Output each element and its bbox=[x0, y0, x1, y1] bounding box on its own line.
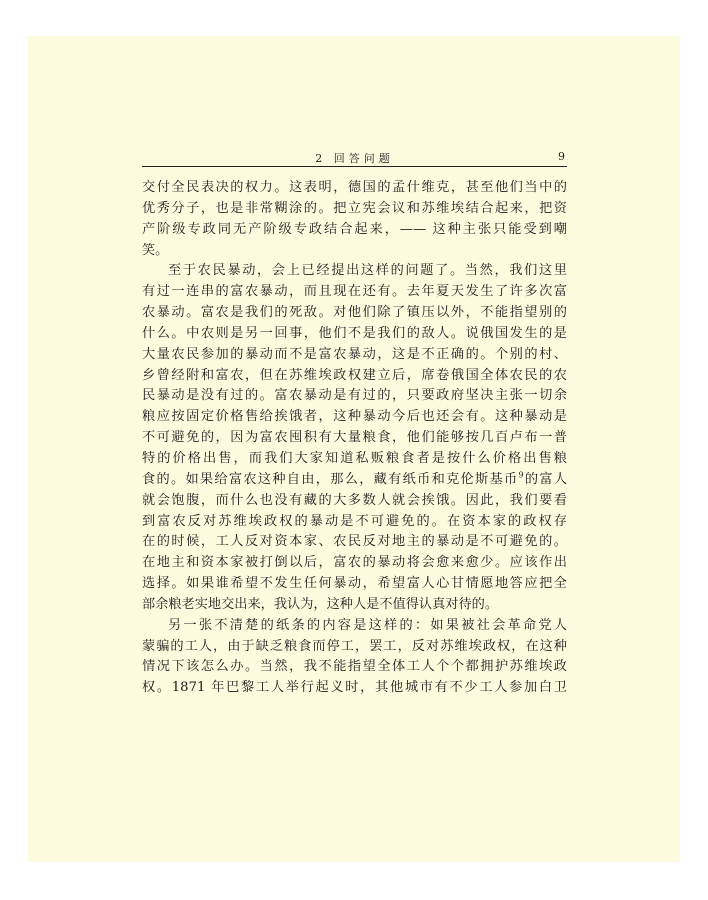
text-line: 就会饱腹，而什么也没有藏的大多数人就会挨饿。因此，我们要看 bbox=[142, 492, 567, 508]
text-segment: 的富人 bbox=[523, 471, 568, 487]
text-line: 权。1871 年巴黎工人举行起义时，其他城市有不少工人参加白卫 bbox=[142, 680, 567, 696]
text-line: 优秀分子，也是非常糊涂的。把立宪会议和苏维埃结合起来，把资 bbox=[142, 200, 567, 216]
chapter-title: 2 回答问题 bbox=[315, 152, 394, 165]
text-line: 有过一连串的富农暴动，而且现在还有。去年夏天发生了许多次富 bbox=[142, 284, 567, 300]
text-line: 大量农民参加的暴动而不是富农暴动，这是不正确的。个别的村、 bbox=[142, 346, 567, 362]
body-text bbox=[142, 178, 567, 699]
text-line: 部余粮老实地交出来，我认为，这种人是不值得认真对待的。 bbox=[142, 596, 499, 612]
text-line-with-footnote bbox=[142, 470, 567, 491]
text-line: 在地主和资本家被打倒以后，富农的暴动将会愈来愈少。应该作出 bbox=[142, 555, 567, 571]
page-number: 9 bbox=[558, 150, 565, 163]
text-segment: 食的。如果给富农这种自由，那么，藏有纸币和克伦斯基币 bbox=[142, 471, 519, 487]
text-line: 至于农民暴动，会上已经提出这样的问题了。当然，我们这里 bbox=[168, 263, 567, 279]
text-line: 不可避免的，因为富农囤积有大量粮食，他们能够按几百卢布一普 bbox=[142, 430, 567, 446]
text-line: 粮应按固定价格售给挨饿者，这种暴动今后也还会有。这种暴动是 bbox=[142, 409, 567, 425]
text-line: 蒙骗的工人，由于缺乏粮食而停工，罢工，反对苏维埃政权，在这种 bbox=[142, 638, 567, 654]
text-line: 产阶级专政同无产阶级专政结合起来，—— 这种主张只能受到嘲 bbox=[142, 221, 567, 237]
text-line: 农暴动。富农是我们的死敌。对他们除了镇压以外，不能指望别的 bbox=[142, 305, 567, 321]
text-line: 在的时候，工人反对资本家、农民反对地主的暴动是不可避免的。 bbox=[142, 534, 567, 550]
text-line: 到富农反对苏维埃政权的暴动是不可避免的。在资本家的政权存 bbox=[142, 513, 567, 529]
running-header bbox=[142, 149, 567, 167]
text-line: 另一张不清楚的纸条的内容是这样的：如果被社会革命党人 bbox=[168, 617, 567, 633]
footnote-marker[interactable]: 9 bbox=[518, 470, 524, 480]
text-line: 选择。如果谁希望不发生任何暴动，希望富人心甘情愿地答应把全 bbox=[142, 576, 567, 592]
text-line: 交付全民表决的权力。这表明，德国的孟什维克，甚至他们当中的 bbox=[142, 180, 567, 195]
text-line: 民暴动是没有过的。富农暴动是有过的，只要政府坚决主张一切余 bbox=[142, 388, 567, 404]
text-line: 乡曾经附和富农，但在苏维埃政权建立后，席卷俄国全体农民的农 bbox=[142, 367, 567, 383]
text-line: 什么。中农则是另一回事，他们不是我们的敌人。说俄国发生的是 bbox=[142, 325, 567, 341]
text-line: 情况下该怎么办。当然，我不能指望全体工人个个都拥护苏维埃政 bbox=[142, 659, 567, 675]
text-line: 笑。 bbox=[142, 242, 169, 258]
text-line: 特的价格出售，而我们大家知道私贩粮食者是按什么价格出售粮 bbox=[142, 450, 567, 466]
